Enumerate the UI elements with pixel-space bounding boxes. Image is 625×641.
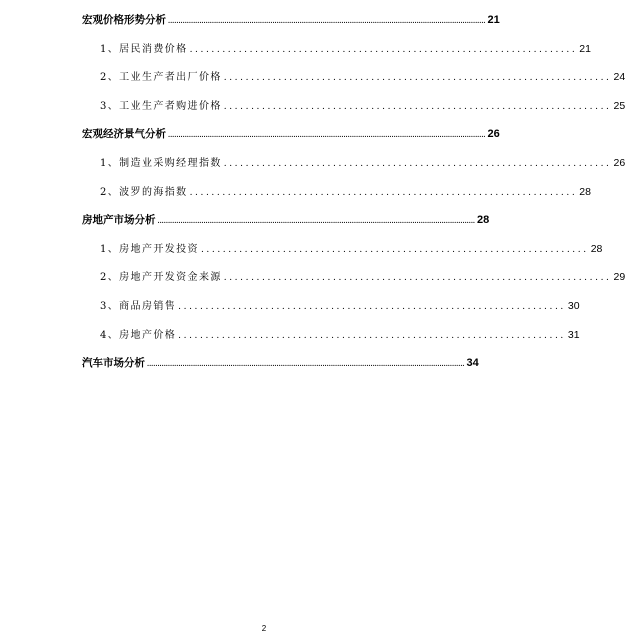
toc-entry-page: 24: [613, 71, 625, 84]
toc-entry-label: 汽车市场分析: [82, 357, 145, 370]
toc-entry-label: 1、制造业采购经理指数: [100, 157, 222, 169]
toc-entry-label: 宏观价格形势分析: [82, 14, 166, 26]
toc-entry-page: 34: [466, 357, 479, 370]
toc-dot-leader: .......................................................................: [178, 330, 566, 341]
toc-dot-leader: ........................................................................................................................................................: [147, 361, 465, 369]
toc-section-auto-market[interactable]: [82, 349, 479, 378]
toc-item-re-funding[interactable]: [82, 263, 625, 292]
toc-section-macro-climate[interactable]: [82, 120, 500, 149]
toc-entry-label: 房地产市场分析: [82, 214, 156, 227]
toc-dot-leader: ........................................................................................................................................................: [168, 18, 486, 25]
toc-item-ppirm[interactable]: [82, 92, 625, 121]
toc-dot-leader: .......................................................................: [223, 101, 612, 112]
page-number: 2: [261, 624, 267, 633]
toc-section-macro-price[interactable]: [82, 6, 500, 35]
toc-entry-page: 25: [613, 99, 625, 112]
toc-dot-leader: ........................................................................................................................................................: [168, 132, 486, 140]
toc-dot-leader: .......................................................................: [223, 158, 612, 169]
table-of-contents: [82, 6, 625, 378]
toc-item-cpi[interactable]: [82, 35, 591, 64]
toc-item-re-investment[interactable]: [82, 235, 603, 264]
toc-entry-page: 26: [613, 156, 625, 169]
toc-entry-label: 3、商品房销售: [100, 300, 177, 312]
toc-entry-page: 28: [590, 242, 603, 255]
toc-entry-page: 28: [477, 214, 490, 227]
toc-entry-label: 4、房地产价格: [100, 329, 177, 341]
toc-dot-leader: .......................................................................: [200, 244, 589, 255]
toc-entry-label: 2、波罗的海指数: [100, 186, 188, 198]
toc-entry-label: 1、居民消费价格: [100, 43, 188, 55]
toc-entry-page: 26: [487, 128, 500, 141]
toc-entry-label: 1、房地产开发投资: [100, 243, 199, 255]
toc-entry-page: 28: [579, 185, 591, 198]
toc-section-real-estate[interactable]: [82, 206, 490, 235]
toc-dot-leader: .......................................................................: [189, 187, 578, 198]
toc-dot-leader: .......................................................................: [178, 301, 566, 312]
toc-dot-leader: .......................................................................: [223, 273, 612, 284]
toc-entry-label: 2、房地产开发资金来源: [100, 272, 222, 284]
toc-entry-page: 31: [567, 328, 580, 341]
toc-item-ppi[interactable]: [82, 63, 625, 92]
toc-entry-label: 2、工业生产者出厂价格: [100, 72, 222, 84]
toc-dot-leader: .......................................................................: [223, 73, 612, 84]
toc-entry-page: 21: [579, 42, 591, 55]
toc-dot-leader: ........................................................................................................................................................: [157, 218, 476, 226]
toc-entry-label: 宏观经济景气分析: [82, 128, 166, 141]
toc-entry-label: 3、工业生产者购进价格: [100, 100, 222, 112]
toc-entry-page: 30: [567, 299, 580, 312]
toc-item-housing-sales[interactable]: [82, 292, 580, 321]
toc-entry-page: 21: [487, 14, 500, 26]
toc-dot-leader: .......................................................................: [189, 44, 578, 55]
toc-item-pmi[interactable]: [82, 149, 625, 178]
toc-entry-page: 29: [613, 271, 625, 284]
toc-item-baltic-index[interactable]: [82, 178, 591, 207]
toc-item-re-prices[interactable]: [82, 321, 580, 350]
